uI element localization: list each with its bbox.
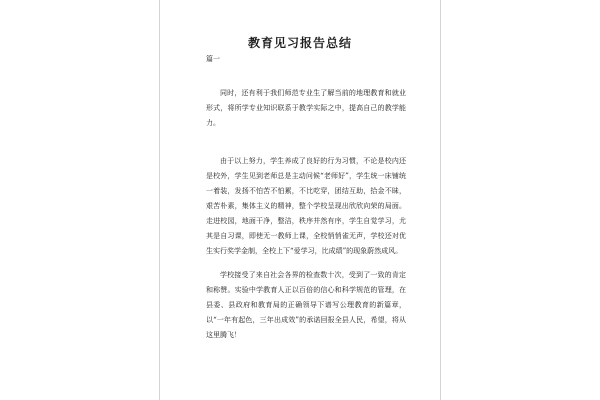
paragraph-3: 学校接受了来自社会各界的检查数十次，受到了一致的肯定和称赞。实验中学教育人正以百倍的信心和科学规范的管理，在县委、县政府和教育局的正确领导下谱写公理教育的新篇章，以“一年有起色，三年出成效”的承诺回报全县人民，希望，将从这里腾飞！ bbox=[206, 271, 406, 339]
document-title: 教育见习报告总结 bbox=[247, 36, 352, 50]
paragraph-2: 由于以上努力，学生养成了良好的行为习惯，不论是校内还是校外，学生见到老师总是主动问候“老师好”，学生统一床铺统一着装，发扬不怕苦不怕累，不比吃穿，团结互助，拾金不昧，艰苦朴素，集体主义的精神，整个学校呈现出欣欣向荣的局面。走进校园，地面干净，整洁，秩序井然有序，学生自觉学习，尤其是自习课，即使无一教师上课，全校悄悄雀无声，学校还对优生实行奖学金制，全校上下“爱学习，比成绩”的现象蔚然成风。 bbox=[206, 157, 406, 255]
section-label: 篇一 bbox=[206, 55, 220, 63]
paragraph-1: 同时，还有利于我们师范专业生了解当前的地理教育和就业形式，将所学专业知识联系于教学实际之中，提高自己的教学能力。 bbox=[206, 89, 406, 127]
document-page bbox=[159, 0, 441, 400]
